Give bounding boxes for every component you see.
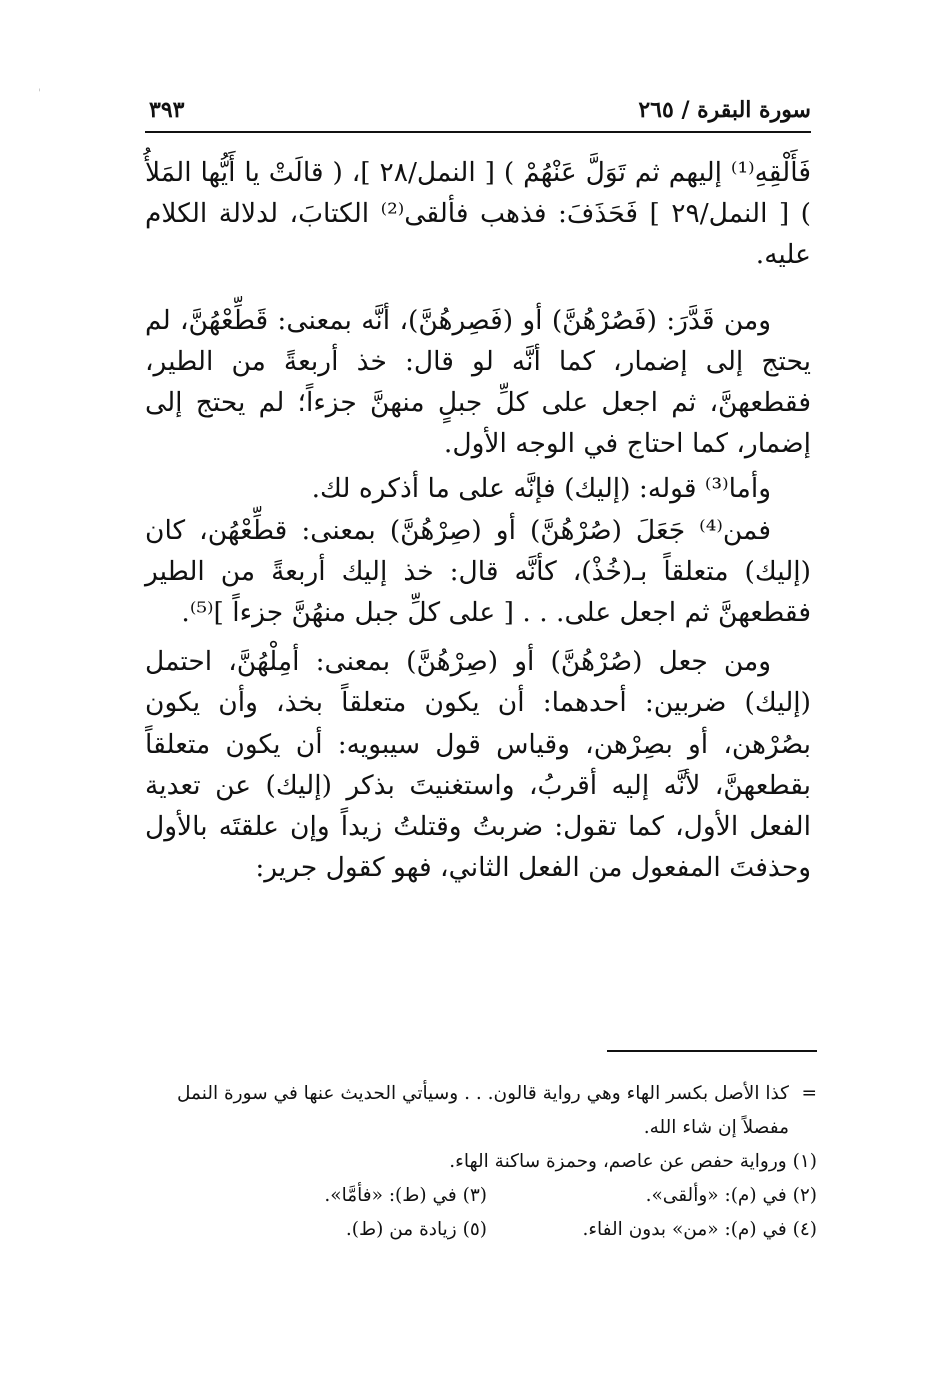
footnote-1: (١) ورواية حفص عن عاصم، وحمزة ساكنة الهاء.	[449, 1151, 817, 1172]
continuation-mark: =	[801, 1083, 817, 1104]
footnote-separator	[607, 1050, 817, 1052]
paragraph: فمن⁽⁴⁾ جَعَلَ (صُرْهُنَّ) أو (صِرْهُنَّ) بمعنى: قطِّعْهُن، كان (إليك) متعلقاً بـ(خُذْ)، كأنَّه قال: خذ إليك أربعةً من الطير فقطعهنَّ ثم اجعل على. . . [ على كلِّ جبل منهُنَّ جزءاً ]⁽⁵⁾.	[145, 514, 811, 629]
footnote-row	[145, 1179, 817, 1213]
paragraph: ومن جعل (صُرْهُنَّ) أو (صِرْهُنَّ) بمعنى: أمِلْهُنَّ، احتمل (إليك) ضربين: أحدهما: أن يكون متعلقاً بخذ، وأن يكون بصُرْهن، أو بصِرْهن، وقياس قول سيبويه: أن يكون متعلقاً بقطعهنَّ، لأنَّه إليه أقربُ، واستغنيتَ بذكر (إليك) عن تعدية الفعل الأول، كما تقول: ضربتُ وقتلتُ زيداً وإن علقتَه بالأول وحذفتَ المفعول من الفعل الثاني، فهو كقول جرير:	[145, 646, 811, 884]
header-title: سورة البقرة / ٢٦٥	[638, 97, 811, 123]
main-text	[145, 152, 811, 888]
footnote-continuation	[145, 1077, 817, 1145]
margin-mark: '	[38, 88, 41, 99]
page-number: ٣٩٣	[149, 97, 185, 123]
paragraph: ومن قَدَّرَ: (فَصُرْهُنَّ) أو (فَصِرهُنَّ)، أنَّه بمعنى: قَطِّعْهُنَّ، لم يحتج إلى إضمار، كما أنَّه لو قال: خذ أربعةً من الطير، فقطعهنَّ، ثم اجعل على كلِّ جبلٍ منهنَّ جزءاً؛ لم يحتج إلى إضمار، كما احتاج في الوجه الأول.	[145, 304, 811, 460]
running-header	[145, 95, 811, 133]
footnote-5: (٥) زيادة من (ط).	[345, 1219, 487, 1240]
paragraph: فَأَلْقِهِ⁽¹⁾ إليهم ثم تَوَلَّ عَنْهُمْ ) [ النمل/٢٨ ]، ( قالَتْ يا أَيُّها المَلأُ ) [ النمل/٢٩ ] فَحَذَفَ: فذهب فألقى⁽²⁾ الكتابَ، لدلالة الكلام عليه.	[145, 157, 811, 271]
paragraph: وأما⁽³⁾ قوله: (إليك) فإنَّه على ما أذكره لك.	[311, 473, 771, 505]
footnote-row	[145, 1213, 817, 1247]
footnote-3: (٣) في (ط): «فأمَّا».	[324, 1185, 487, 1206]
footnote-4: (٤) في (م): «من» بدون الفاء.	[582, 1219, 817, 1240]
footnotes	[145, 1077, 817, 1247]
footnote-text: كذا الأصل بكسر الهاء وهي رواية قالون. . . وسيأتي الحديث عنها في سورة النمل مفصلاً إن شاء الله.	[177, 1083, 789, 1138]
footnote-2: (٢) في (م): «وألقى».	[645, 1185, 817, 1206]
